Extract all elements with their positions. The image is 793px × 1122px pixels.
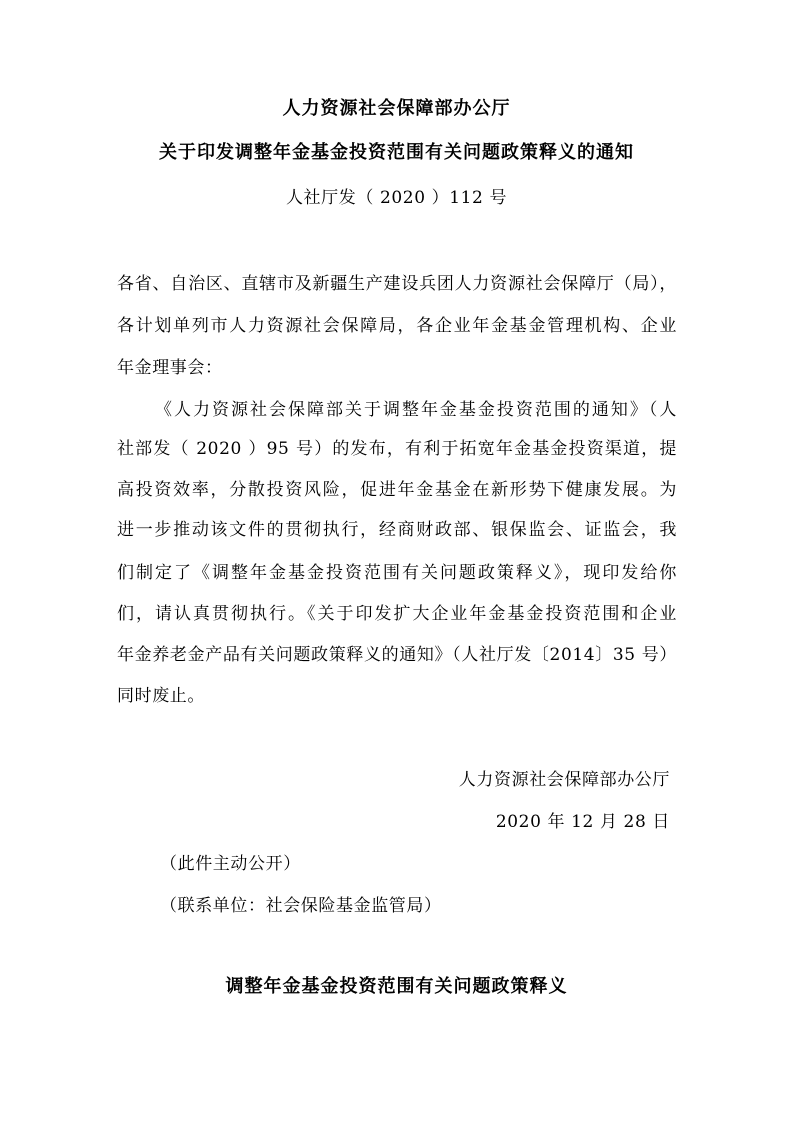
public-note: （此件主动公开） bbox=[160, 854, 301, 874]
addressee-line: 各省、自治区、直辖市及新疆生产建设兵团人力资源社会保障厅（局）， bbox=[117, 274, 677, 294]
body-line: 们，请认真贯彻执行。《关于印发扩大企业年金基金投资范围和企业 bbox=[117, 604, 677, 624]
body-line: 进一步推动该文件的贯彻执行，经商财政部、银保监会、证监会，我 bbox=[117, 520, 677, 540]
body-line: 年金养老金产品有关问题政策释义的通知》（人社厅发〔2014〕35 号） bbox=[117, 645, 677, 665]
signature-date: 2020 年 12 月 28 日 bbox=[495, 812, 670, 832]
attachment-title: 调整年金基金投资范围有关问题政策释义 bbox=[225, 976, 568, 997]
body-line: 高投资效率，分散投资风险，促进年金基金在新形势下健康发展。为 bbox=[117, 480, 677, 500]
addressee-line: 年金理事会： bbox=[117, 358, 223, 378]
body-line: 《人力资源社会保障部关于调整年金基金投资范围的通知》（人 bbox=[155, 400, 677, 420]
notice-title: 关于印发调整年金基金投资范围有关问题政策释义的通知 bbox=[159, 142, 634, 163]
addressee-line: 各计划单列市人力资源社会保障局，各企业年金基金管理机构、企业 bbox=[117, 316, 677, 336]
signature-org: 人力资源社会保障部办公厅 bbox=[458, 770, 670, 790]
body-line: 们制定了《调整年金基金投资范围有关问题政策释义》，现印发给你 bbox=[117, 563, 677, 583]
contact-note: （联系单位：社会保险基金监管局） bbox=[160, 896, 442, 916]
body-line: 社部发（ 2020 ）95 号）的发布，有利于拓宽年金基金投资渠道，提 bbox=[117, 439, 677, 459]
issuer-heading: 人力资源社会保障部办公厅 bbox=[282, 98, 511, 119]
body-line: 同时废止。 bbox=[117, 686, 205, 706]
document-number: 人社厅发（ 2020 ）112 号 bbox=[285, 188, 508, 208]
